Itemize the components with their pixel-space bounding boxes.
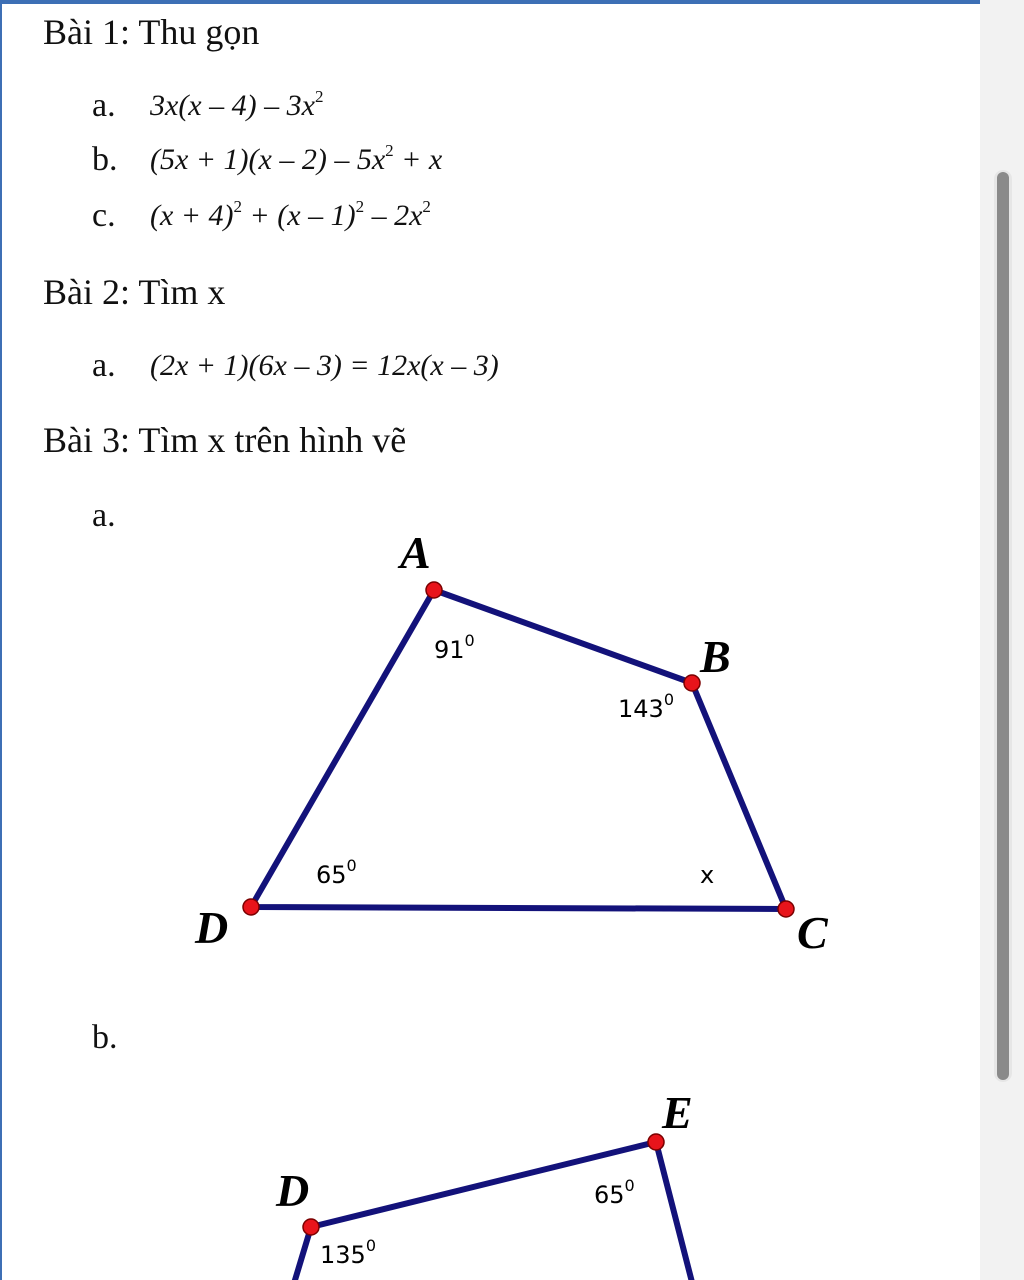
exercise-3-heading: Bài 3: Tìm x trên hình vẽ bbox=[43, 420, 407, 460]
exercise-1c-label: c. bbox=[92, 197, 116, 234]
exercise-1-heading: Bài 1: Thu gọn bbox=[43, 12, 260, 52]
vertex-a-label: A bbox=[400, 527, 431, 578]
exercise-3a-label: a. bbox=[92, 497, 116, 534]
vertex-c-point bbox=[778, 901, 794, 917]
exercise-1c-expression: $(x + 4)^2 + (x - 1)^2 - 2x^2$ bbox=[150, 197, 431, 232]
exercise-1b-expression: $(5x + 1)(x - 2) - 5x^2 + x$ bbox=[150, 141, 443, 176]
vertex-d-point bbox=[243, 899, 259, 915]
angle-a-value: $91^0$ bbox=[434, 631, 475, 664]
vertex-b-label: B bbox=[700, 631, 731, 682]
vertex-d-label: D bbox=[195, 902, 229, 953]
exercise-3b-label: b. bbox=[92, 1019, 118, 1056]
figure-b-quadrilateral bbox=[275, 1087, 694, 1280]
scrollbar-thumb[interactable] bbox=[997, 172, 1009, 1080]
angle-d-value-b: $135^0$ bbox=[320, 1236, 376, 1269]
exercise-1a-expression: $3x(x - 4) - 3x^2$ bbox=[150, 87, 324, 122]
exercise-1b-label: b. bbox=[92, 141, 118, 178]
exercise-2-heading: Bài 2: Tìm x bbox=[43, 272, 226, 312]
exercise-2a-equation: (2x + 1)(6x – 3) = 12x(x – 3) bbox=[150, 349, 499, 382]
angle-c-unknown: x bbox=[700, 861, 715, 889]
exercise-2a-label: a. bbox=[92, 347, 116, 384]
exercise-1a-label: a. bbox=[92, 87, 116, 124]
angle-d-value: $65^0$ bbox=[316, 856, 357, 889]
vertex-d-point-b bbox=[303, 1219, 319, 1235]
angle-e-value: $65^0$ bbox=[594, 1176, 635, 1209]
vertex-b-point bbox=[684, 675, 700, 691]
vertex-d-label-b: D bbox=[276, 1165, 310, 1216]
figure-a-quadrilateral bbox=[194, 527, 829, 958]
vertex-e-label: E bbox=[662, 1087, 693, 1138]
angle-b-value: $143^0$ bbox=[618, 690, 674, 723]
vertex-a-point bbox=[426, 582, 442, 598]
vertex-c-label: C bbox=[797, 907, 828, 958]
